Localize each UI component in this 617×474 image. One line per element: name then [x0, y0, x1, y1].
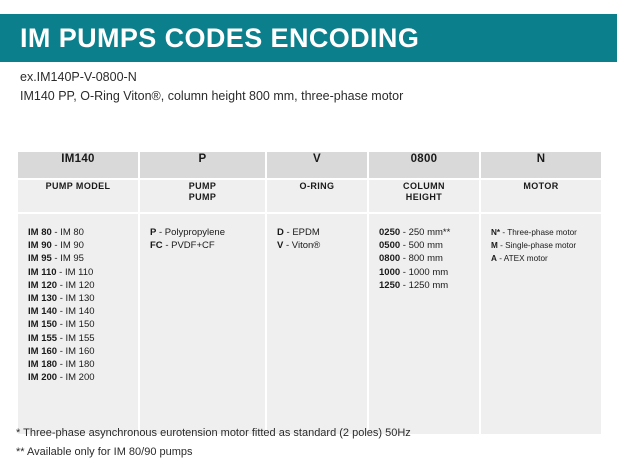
list-item: 1000 - 1000 mm — [379, 266, 449, 278]
list-item: N* - Three-phase motor — [491, 228, 577, 237]
example-code: ex.IM140P-V-0800-N — [20, 70, 137, 84]
list-item: IM 90 - IM 90 — [28, 240, 84, 252]
list-item: 0250 - 250 mm** — [379, 227, 451, 238]
codes-table — [16, 152, 601, 434]
column-header-o-ring: O-RING — [267, 178, 367, 212]
column-header-pump-model: PUMP MODEL — [18, 178, 138, 212]
header-bar — [0, 14, 617, 62]
column-body-pump-model — [18, 212, 138, 434]
column-header-pump-line1: PUMP — [188, 181, 217, 191]
list-item: 0800 - 800 mm — [379, 253, 443, 265]
list-item: IM 160 - IM 160 — [28, 345, 95, 357]
list-item: IM 180 - IM 180 — [28, 359, 95, 371]
list-item: IM 140 - IM 140 — [28, 306, 95, 318]
list-item: IM 120 - IM 120 — [28, 279, 95, 291]
list-item: IM 130 - IM 130 — [28, 293, 95, 305]
list-item: IM 95 - IM 95 — [28, 253, 84, 265]
column-body-o-ring — [267, 212, 367, 434]
footnote-motor: * Three-phase asynchronous eurotension motor fitted as standard (2 poles) 50Hz — [16, 427, 411, 439]
list-item: IM 155 - IM 155 — [28, 332, 95, 344]
example-description: IM140 PP, O-Ring Viton®, column height 800 mm, three-phase motor — [20, 89, 404, 103]
list-item: IM 110 - IM 110 — [28, 266, 94, 278]
column-code-pump-model: IM140 — [18, 152, 138, 178]
list-item: M - Single-phase motor — [491, 241, 577, 250]
column-code-o-ring: V — [267, 152, 367, 178]
column-header-column-height-line2: HEIGHT — [405, 192, 443, 202]
table-row-body — [18, 212, 601, 434]
list-item: A - ATEX motor — [491, 254, 548, 263]
footnotes — [16, 424, 601, 462]
list-item: 1250 - 1250 mm — [379, 279, 449, 291]
column-header-column-height — [369, 178, 479, 212]
list-item: IM 80 - IM 80 — [28, 227, 84, 238]
table-row-codes — [18, 152, 601, 178]
column-code-pump: P — [140, 152, 265, 178]
column-header-pump — [140, 178, 265, 212]
page-title: IM PUMPS CODES ENCODING — [20, 22, 420, 53]
subtitle-block — [20, 68, 600, 106]
list-item: FC - PVDF+CF — [150, 240, 215, 252]
list-item: P - Polypropylene — [150, 227, 225, 238]
table-row-headers — [18, 178, 601, 212]
column-body-pump — [140, 212, 265, 434]
list-item: IM 150 - IM 150 — [28, 319, 95, 331]
column-code-motor: N — [481, 152, 601, 178]
list-item: IM 200 - IM 200 — [28, 372, 95, 384]
column-code-column-height: 0800 — [369, 152, 479, 178]
footnote-column-height: ** Available only for IM 80/90 pumps — [16, 446, 193, 458]
list-item: D - EPDM — [277, 227, 320, 238]
column-header-column-height-line1: COLUMN — [403, 181, 445, 191]
list-item: V - Viton® — [277, 240, 321, 252]
column-header-motor: MOTOR — [481, 178, 601, 212]
column-body-column-height — [369, 212, 479, 434]
column-header-pump-line2: PUMP — [188, 192, 217, 202]
list-item: 0500 - 500 mm — [379, 240, 443, 252]
column-body-motor — [481, 212, 601, 434]
